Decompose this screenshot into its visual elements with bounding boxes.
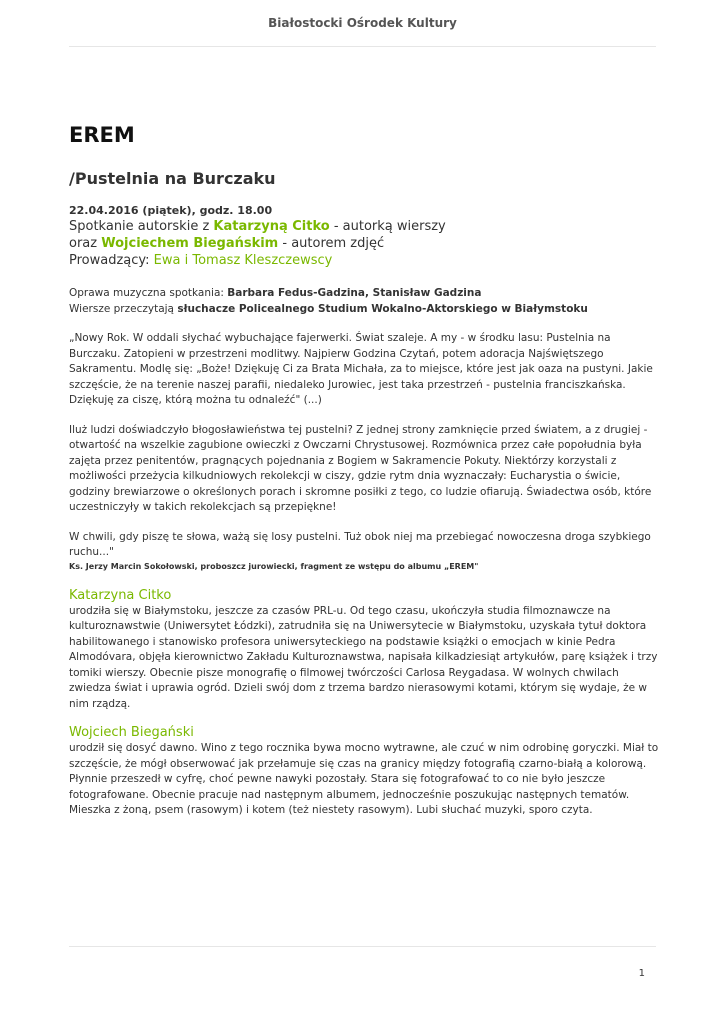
hosts-names: Ewa i Tomasz Kleszczewscy (153, 253, 333, 268)
event-line-author-prefix: Spotkanie autorskie z (69, 219, 214, 234)
credits-poems (69, 302, 659, 318)
header-org-name: Białostocki Ośrodek Kultury (268, 16, 457, 30)
credits-music (69, 286, 659, 302)
event-line-photographer-suffix: - autorem zdjęć (278, 236, 385, 251)
bio-title-bieganski: Wojciech Biegański (69, 725, 194, 740)
quote-paragraph-2: Iluż ludzi doświadczyło błogosławieństwa tej pustelni? Z jednej strony zamknięcie przed światem, a z drugiej - otwartość na wszelkie zagubione owieczki z Owczarni Chrystusowej. Rozmównica przez całe popołudnia była zajęta przez penitentów, pragnących pojednania z Bogiem w Sakramencie Pokuty. Niektórzy korzystali z możliwości przeżycia kilkudniowych rekolekcji w ciszy, gdzie rytm dnia wyznaczały: Eucharystia o świcie, godziny brewiarzowe o określonych porach i skromne posiłki z tego, co ludzie ofiarują. Świadectwa osób, które uczestniczyły w takich rekolekcjach są przepiękne! (69, 423, 652, 513)
photographer-name: Wojciechem Biegańskim (101, 236, 279, 251)
event-line-photographer (69, 235, 659, 252)
page-number: 1 (638, 968, 645, 979)
event-line-hosts (69, 252, 659, 269)
page-title: EREM (69, 123, 135, 147)
event-date: 22.04.2016 (piątek), godz. 18.00 (69, 204, 273, 217)
bio-text-bieganski: urodził się dosyć dawno. Wino z tego rocznika bywa mocno wytrawne, ale czuć w nim odrobinę goryczki. Miał to szczęście, że mógł obserwować jak przełamuje się czas na granicy między fotografią czarno-białą a kolorową. Płynnie przeszedł w cyfrę, choć pewne nawyki pozostały. Stara się fotografować to co nie było jeszcze fotografowane. Obecnie pracuje nad następnym albumem, jednocześnie poszukując następnych tematów. Mieszka z żoną, psem (rasowym) i kotem (też niestety rasowym). Lubi słuchać muzyki, sporo czyta. (69, 742, 659, 816)
event-line-author-suffix: - autorką wierszy (329, 219, 446, 234)
credits-music-names: Barbara Fedus-Gadzina, Stanisław Gadzina (227, 287, 482, 299)
quote-paragraph-1: „Nowy Rok. W oddali słychać wybuchające fajerwerki. Świat szaleje. A my - w środku lasu: Pustelnia na Burczaku. Zatopieni w przestrzeni modlitwy. Najpierw Godzina Czytań, potem adoracja Najświętszego Sakramentu. Modlę się: „Boże! Dziękuję Ci za Brata Michała, za to miejsce, które jest jak oaza na pustyni. Jakie szczęście, że na terenie naszej parafii, niedaleko Jurowiec, jest taka przestrzeń - pustelnia franciszkańska. Dziękuję za ciszę, którą można tu odnaleźć" (...) (69, 332, 653, 406)
quote-source: Ks. Jerzy Marcin Sokołowski, proboszcz jurowiecki, fragment ze wstępu do albumu „EREM" (69, 561, 479, 571)
header-divider (69, 46, 656, 47)
event-line-hosts-prefix: Prowadzący: (69, 253, 154, 268)
main-content (69, 122, 659, 819)
page-subtitle: /Pustelnia na Burczaku (69, 169, 276, 188)
event-line-photographer-prefix: oraz (69, 236, 102, 251)
bio-text-citko: urodziła się w Białymstoku, jeszcze za czasów PRL-u. Od tego czasu, ukończyła studia filmoznawcze na kulturoznawstwie (Uniwersytet Łódzki), zatrudniła się na Uniwersytecie w Białymstoku, uzyskała tytuł doktora habilitowanego i stanowisko profesora uniwersyteckiego na podstawie książki o emocjach w kinie Pedra Almodóvara, objęła kierownictwo Zakładu Kulturoznawstwa, napisała kilkadziesiąt artykułów, parę książek i trzy tomiki wierszy. Obecnie pisze monografię o filmowej twórczości Carlosa Reygadasa. W wolnych chwilach zwiedza świat i uprawia ogród. Dzieli swój dom z trzema bardzo nierasowymi kotami, którym się wydaje, że w nim rządzą. (69, 604, 658, 710)
event-line-author (69, 218, 659, 235)
quote-paragraph-3: W chwili, gdy piszę te słowa, ważą się losy pustelni. Tuż obok niej ma przebiegać nowoczesna droga szybkiego ruchu..." (69, 530, 651, 558)
credits-music-prefix: Oprawa muzyczna spotkania: (69, 287, 228, 299)
credits-poems-prefix: Wiersze przeczytają (69, 302, 178, 315)
credits-block (69, 286, 659, 317)
footer-divider (69, 946, 656, 947)
bio-title-citko: Katarzyna Citko (69, 587, 172, 603)
credits-poems-names: słuchacze Policealnego Studium Wokalno-Aktorskiego w Białymstoku (177, 302, 588, 315)
author-name: Katarzyną Citko (213, 219, 330, 234)
